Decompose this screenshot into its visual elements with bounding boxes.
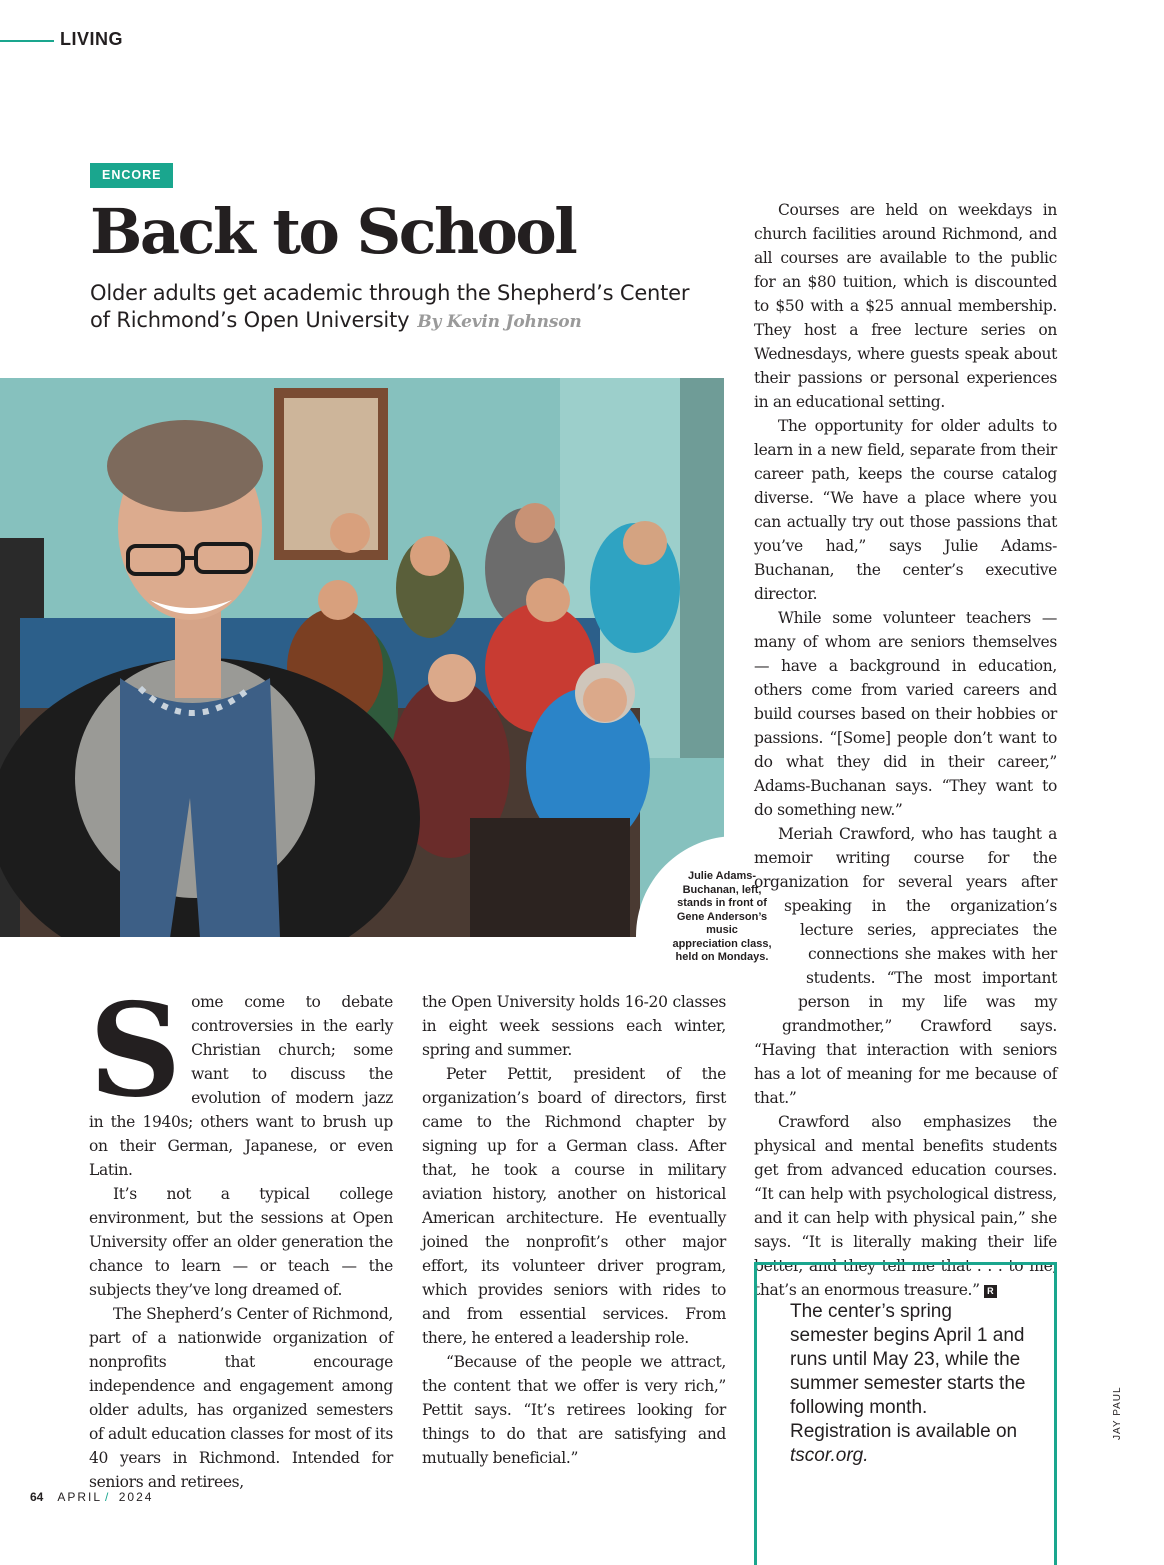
- body-column-3: [754, 198, 1057, 1302]
- page-number: 64: [30, 1490, 44, 1504]
- paragraph: The Shepherd’s Center of Richmond, part of a nationwide organization of nonprofits that encourage independence and engagement among older adults, has organized semesters of adult education classes for most of its 40 years in Richmond. Intended for seniors and retirees,: [89, 1305, 393, 1491]
- info-box-text: [790, 1300, 1030, 1468]
- paragraph-wrapped: [754, 822, 1057, 1110]
- website-link[interactable]: tscor.org.: [790, 1445, 869, 1466]
- paragraph: Courses are held on weekdays in church facilities around Richmond, and all courses are available to the public for an $80 tuition, which is discounted to $50 with a $25 annual membership. They host a free lecture series on Wednesdays, where guests speak about their passions or personal experiences in an educational setting.: [754, 201, 1057, 411]
- article-dek: [90, 280, 710, 336]
- feature-photo: [0, 378, 724, 937]
- category-tag: ENCORE: [90, 163, 173, 188]
- paragraph: ome come to debate controversies in the early Christian church; some want to discuss the evolution of modern jazz in the 1940s; others want to brush up on their German, Japanese, or even Latin.: [89, 993, 393, 1179]
- paragraph: the Open University holds 16-20 classes in eight week sessions each winter, spring and summer.: [422, 993, 726, 1059]
- dek-text: Older adults get academic through the Shepherd’s Center of Richmond’s Open University: [90, 281, 690, 332]
- paragraph: Peter Pettit, president of the organization’s board of directors, first came to the Richmond chapter by signing up for a German class. After that, he took a course in military aviation history, another on historical American architecture. He eventually joined the nonprofit’s other major effort, its volunteer driver program, which provides seniors with rides to and from essential services. From there, he entered a leadership role.: [422, 1065, 726, 1347]
- paragraph: While some volunteer teachers — many of whom are seniors themselves — have a background in education, others come from varied careers and build courses based on their hobbies or passions. “[Some] people don’t want to do what they did in their career,” Adams-Buchanan says. “They want to do something new.”: [754, 609, 1057, 819]
- paragraph: It’s not a typical college environment, but the sessions at Open University offer an older generation the chance to learn — or teach — the subjects they’ve long dreamed of.: [89, 1185, 393, 1299]
- issue-month: APRIL: [57, 1490, 103, 1504]
- issue-year: 2024: [118, 1490, 154, 1504]
- paragraph: “Because of the people we attract, the content that we offer is very rich,” Pettit says. “It’s retirees looking for things to do that are satisfying and mutually beneficial.”: [422, 1353, 726, 1467]
- drop-cap: S: [89, 976, 182, 1126]
- section-label: LIVING: [60, 29, 124, 49]
- byline: By Kevin Johnson: [417, 312, 582, 332]
- end-mark-icon: R: [984, 1285, 997, 1298]
- folio-divider: /: [105, 1490, 111, 1504]
- info-text: The center’s spring semester begins April 1 and runs until May 23, while the summer semester starts the following month. Registration is available on: [790, 1301, 1026, 1442]
- paragraph-text: Meriah Crawford, who has taught a memoir writing course for the organization for several years after speaking in the organization’s lecture series, appreciates the connections she makes with her students. “The most important person in my life was my grandmother,” Crawford says. “Having that interaction with seniors has a lot of meaning for me because of that.”: [754, 825, 1057, 1107]
- body-column-2: [422, 990, 726, 1470]
- section-rule: [0, 40, 54, 42]
- body-column-1: [89, 976, 393, 1494]
- photo-credit: JAY PAUL: [1112, 1386, 1123, 1440]
- photo-caption: Julie Adams-Buchanan, left, stands in front of Gene Anderson’s music appreciation class, held on Mondays.: [672, 870, 772, 963]
- article-title: Back to School: [90, 195, 576, 268]
- paragraph: The opportunity for older adults to learn in a new field, separate from their career path, keeps the course catalog diverse. “We have a place where you can actually try out those passions that you’ve had,” says Julie Adams-Buchanan, the center’s executive director.: [754, 417, 1057, 603]
- paragraph-text: Crawford also emphasizes the physical and mental benefits students get from advanced education courses. “It can help with psychological distress, and it can help with physical pain,” she says. “It is literally making their life better, and they tell me that . . . to me, that’s an enormous treasure.”: [754, 1113, 1057, 1299]
- photo-illustration: [0, 378, 724, 937]
- page-footer: [30, 1490, 153, 1504]
